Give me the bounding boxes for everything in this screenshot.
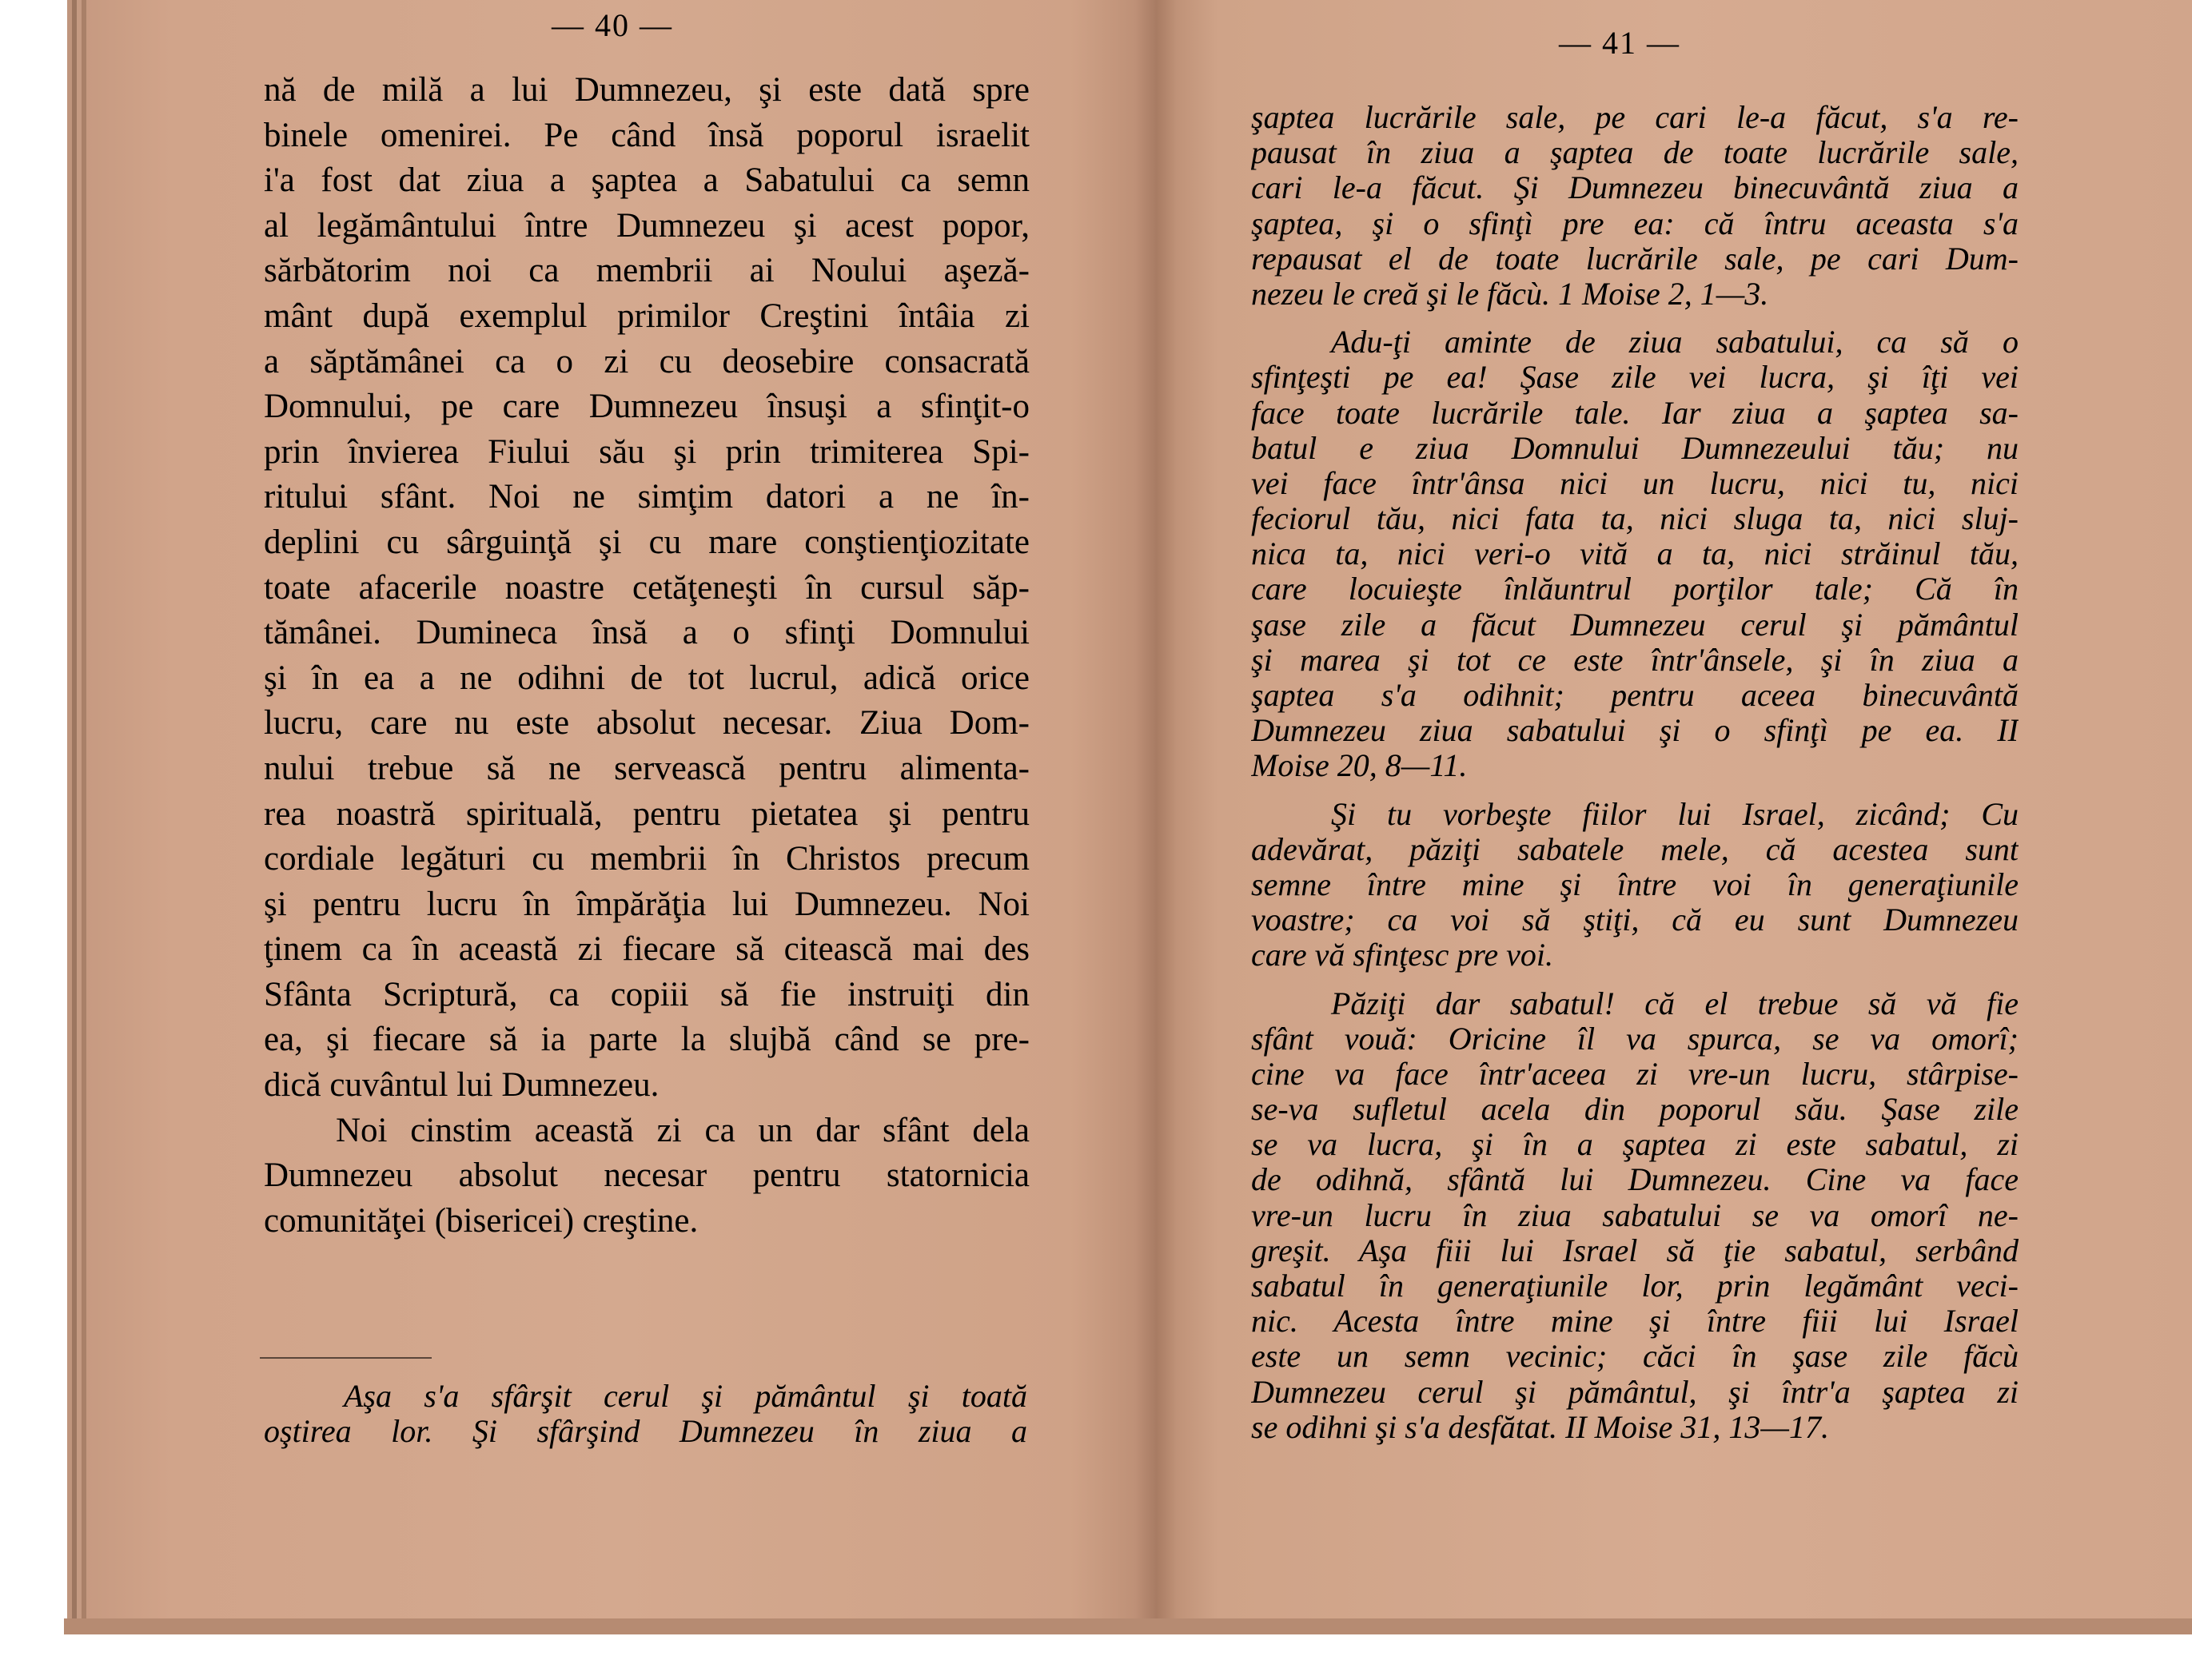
text-line: şi în ea a ne odihni de tot lucrul, adică orice (264, 659, 1030, 697)
quote-line: sabatul în generaţiunile lor, prin legământ veci- (1251, 1268, 2019, 1304)
text-line: ritului sfânt. Noi ne simţim datori a ne în- (264, 478, 1030, 516)
text-line: binele omenirei. Pe când însă poporul israelit (264, 116, 1030, 154)
right-page-number: — 41 — (1559, 25, 1680, 61)
quote-line: nic. Acesta între mine şi între fiii lui Israel (1251, 1304, 2019, 1340)
quote-line: se va lucra, şi în a şaptea zi este sabatul, zi (1251, 1127, 2019, 1163)
quote-line: cari le-a făcut. Şi Dumnezeu binecuvântă ziua a (1251, 170, 2019, 206)
quote-line: vre-un lucru în ziua sabatului se va omorî ne- (1251, 1197, 2019, 1233)
quote-line: semne între mine şi între voi în generaţiunile (1251, 866, 2019, 902)
quote-line: şaptea lucrările sale, pe cari le-a făcut, s'a re- (1251, 100, 2019, 135)
quote-line: şaptea, şi o sfinţì pre ea: că întru aceasta s'a (1251, 205, 2019, 241)
quote-line: se odihni şi s'a desfătat. II Moise 31, 13—17. (1251, 1409, 1829, 1445)
quote-line: adevărat, păziţi sabatele mele, că acestea sunt (1251, 831, 2019, 867)
quote-line: care vă sfinţesc pre voi. (1251, 938, 1554, 973)
text-line: Dumnezeu absolut necesar pentru statornicia (264, 1156, 1030, 1195)
quote-line: sfinţeşti pe ea! Şase zile vei lucra, şi îţi vei (1251, 360, 2019, 396)
text-line: deplini cu sârguinţă şi cu mare conştienţiozitate (264, 523, 1030, 561)
quote-line: se-va sufletul acela din poporul său. Şase zile (1251, 1092, 2019, 1128)
quote-line: repausat el de toate lucrările sale, pe cari Dum- (1251, 241, 2019, 277)
text-line: nă de milă a lui Dumnezeu, şi este dată spre (264, 71, 1030, 109)
text-line: prin învierea Fiului său şi prin trimiterea Spi- (264, 432, 1030, 471)
quote-line: face toate lucrările tale. Iar ziua a şaptea sa- (1251, 395, 2019, 431)
text-line: Domnului, pe care Dumnezeu însuşi a sfinţit-o (264, 388, 1030, 426)
left-body-text (264, 68, 1030, 1244)
text-line: al legământului între Dumnezeu şi acest popor, (264, 206, 1030, 245)
quote-line: care locuieşte înlăuntrul porţilor tale; Că în (1251, 571, 2019, 607)
quote-line: nezeu le creă şi le făcù. 1 Moise 2, 1—3. (1251, 276, 1769, 312)
quote-line: vei face într'ânsa nici un lucru, nici tu, nici (1251, 465, 2019, 501)
text-line: nului trebue să ne servească pentru alimenta- (264, 749, 1030, 787)
text-line: Sfânta Scriptură, ca copiii să fie instruiţi din (264, 975, 1030, 1013)
quote-line: sfânt vouă: Oricine îl va spurca, se va omorî; (1251, 1021, 2019, 1057)
left-page-number: — 40 — (552, 7, 673, 43)
quote-line: şaptea s'a odihnit; pentru aceea binecuvântă (1251, 678, 2019, 713)
text-line: mânt după exemplul primilor Creştini întâia zi (264, 297, 1030, 335)
text-line: i'a fost dat ziua a şaptea a Sabatului ca semn (264, 161, 1030, 200)
quote-line: oştirea lor. Şi sfârşind Dumnezeu în ziua a (264, 1414, 1027, 1450)
page-bottom-edge (64, 1618, 2192, 1634)
quote-line: de odihnă, sfântă lui Dumnezeu. Cine va face (1251, 1162, 2019, 1198)
quote-line: Şi tu vorbeşte fiilor lui Israel, zicând; Cu (1331, 796, 2019, 832)
quote-line: greşit. Aşa fiii lui Israel să ţie sabatul, serbând (1251, 1232, 2019, 1268)
text-line: cordiale legături cu membrii în Christos precum (264, 840, 1030, 878)
quote-line: pausat în ziua a şaptea de toate lucrările sale, (1251, 135, 2019, 171)
text-line: comunităţei (bisericei) creştine. (264, 1201, 699, 1240)
text-line: tămânei. Dumineca însă a o sfinţi Domnului (264, 614, 1030, 652)
quote-line: feciorul tău, nici fata ta, nici sluga ta, nici sluj- (1251, 501, 2019, 537)
text-line: rea noastră spirituală, pentru pietatea şi pentru (264, 794, 1030, 833)
text-line: lucru, care nu este absolut necesar. Ziua Dom- (264, 704, 1030, 742)
quote-line: Dumnezeu ziua sabatului şi o sfinţì pe ea. II (1251, 713, 2019, 749)
quote-line: batul e ziua Domnului Dumnezeului tău; nu (1251, 430, 2019, 466)
quote-line: Adu-ţi aminte de ziua sabatului, ca să o (1331, 324, 2019, 360)
book-gutter (1135, 0, 1177, 1618)
quote-line: cine va face într'aceea zi vre-un lucru, stârpise- (1251, 1056, 2019, 1092)
text-line: şi pentru lucru în împărăţia lui Dumnezeu. Noi (264, 885, 1030, 923)
right-scripture-text (1251, 100, 2019, 1445)
quote-line: Aşa s'a sfârşit cerul şi pământul şi toată (344, 1379, 1027, 1414)
text-line: ţinem ca în această zi fiecare să citească mai des (264, 930, 1030, 969)
text-line: Noi cinstim această zi ca un dar sfânt dela (336, 1111, 1030, 1149)
quote-line: este un semn vecinic; căci în şase zile făcù (1251, 1339, 2019, 1375)
left-scripture-quote (264, 1379, 1027, 1449)
quote-line: voastre; ca voi să ştiţi, că eu sunt Dumnezeu (1251, 902, 2019, 938)
text-line: a săptămânei ca o zi cu deosebire consacrată (264, 342, 1030, 380)
text-line: dică cuvântul lui Dumnezeu. (264, 1066, 660, 1105)
quote-line: Dumnezeu cerul şi pământul, şi într'a şaptea zi (1251, 1374, 2019, 1410)
quote-line: şi marea şi tot ce este într'ânsele, şi în ziua a (1251, 642, 2019, 678)
text-line: ea, şi fiecare să ia parte la slujbă când se pre- (264, 1021, 1030, 1059)
quote-line: nica ta, nici veri-o vită a ta, nici străinul tău, (1251, 536, 2019, 572)
text-line: sărbătorim noi ca membrii ai Noului aşeză- (264, 252, 1030, 290)
section-rule (260, 1357, 432, 1359)
quote-line: Păziţi dar sabatul! că el trebue să vă fie (1331, 985, 2019, 1021)
quote-line: Moise 20, 8—11. (1251, 748, 1468, 784)
text-line: toate afacerile noastre cetăţeneşti în cursul săp- (264, 568, 1030, 607)
quote-line: şase zile a făcut Dumnezeu cerul şi pământul (1251, 607, 2019, 643)
